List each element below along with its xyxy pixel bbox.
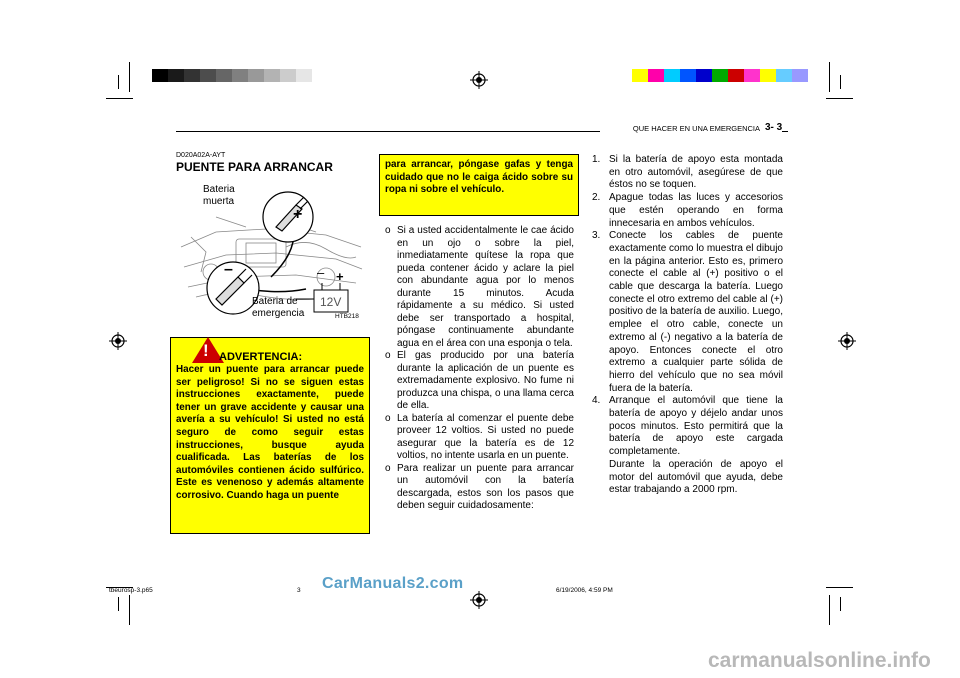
color-swatch — [648, 69, 664, 82]
list-marker: o — [385, 462, 391, 474]
color-swatch — [728, 69, 744, 82]
list-item-text: La batería al comenzar el puente debe proveer 12 voltios. Si usted no puede asegurar que la batería es de 12 voltios, no intente usarla en un puente. — [397, 412, 574, 461]
list-marker: o — [385, 225, 391, 236]
page-label: 3- 3 — [765, 122, 783, 133]
list-item — [385, 225, 574, 350]
gray-swatch — [296, 69, 312, 82]
section-code: D020A02A-AYT — [176, 152, 226, 159]
jump-start-figure — [176, 177, 364, 323]
color-swatch — [680, 69, 696, 82]
gray-swatch — [200, 69, 216, 82]
list-item — [592, 192, 783, 230]
gray-swatch — [216, 69, 232, 82]
gray-swatch — [280, 69, 296, 82]
list-item-text: Apague todas las luces y accesorios que estén operando en forma innecesaria en ambos vehículos. — [609, 192, 783, 229]
gray-swatch — [152, 69, 168, 82]
registration-mark-icon — [838, 332, 856, 350]
warning-continuation-text: para arrancar, póngase gafas y tenga cuidado que no le caiga ácido sobre su ropa ni sobre el vehículo. — [385, 159, 573, 196]
emergency-battery-label: Bateria de emergencia — [252, 296, 305, 319]
section-heading: PUENTE PARA ARRANCAR — [176, 160, 333, 174]
warning-box — [170, 337, 370, 534]
section-title: QUE HACER EN UNA EMERGENCIA — [600, 124, 764, 133]
warning-title: ADVERTENCIA: — [219, 351, 303, 363]
list-item — [385, 350, 574, 413]
gray-swatch — [264, 69, 280, 82]
color-swatch — [744, 69, 760, 82]
list-marker: 1. — [592, 154, 601, 165]
footer-page-number: 3 — [297, 587, 301, 594]
list-item-text: El gas producido por una batería durante la aplicación de un puente es extremadamente explosivo. No fume ni produzca una chispa, o una llama cerca de ella. — [397, 350, 574, 411]
dead-battery-label: Bateria muerta — [203, 184, 235, 207]
list-item-text: Durante la operación de apoyo el motor del automóvil que ayuda, debe estar trabajando a 2000 rpm. — [609, 458, 783, 496]
list-item-text: Arranque el automóvil que tiene la batería de apoyo y déjelo andar unos pocos minutos. Esto permitirá que la batería de apoyo este cargada completamente. — [609, 395, 783, 458]
color-swatch — [792, 69, 808, 82]
watermark-carmanualsonline[interactable]: carmanualsonline.info — [708, 649, 931, 672]
list-marker: o — [385, 412, 391, 424]
registration-mark-icon — [470, 71, 488, 89]
plus-sign-dead: + — [293, 206, 303, 223]
minus-sign-dead: – — [224, 261, 233, 278]
list-marker: o — [385, 350, 391, 361]
precautions-list — [385, 225, 574, 513]
list-item-text: Si a usted accidentalmente le cae ácido en un ojo o sobre la piel, inmediatamente quítese la ropa que pueda contener ácido y aclare la piel con abundante agua por lo menos durante 15 minutos. Acuda rápidamente a su médico. Si usted debe ser transportado a hospital, póngase continuamente abundante agua en el área con una esponja o tela. — [397, 225, 574, 349]
minus-sign-emergency: – — [317, 265, 325, 280]
list-item — [385, 413, 574, 463]
footer-date: 6/19/2006, 4:59 PM — [556, 587, 613, 594]
color-swatch — [712, 69, 728, 82]
list-marker: 2. — [592, 192, 601, 204]
color-swatch — [776, 69, 792, 82]
gray-swatch — [168, 69, 184, 82]
warning-text: Hacer un puente para arrancar puede ser peligroso! Si no se siguen estas instrucciones exactamente, puede tener un grave accidente y causar una avería a su vehículo! Si usted no está seguro de como seguir estas instrucciones, busque ayuda cualificada. Las baterías de los automóviles contienen ácido sulfúrico. Este es venenoso y además altamente corrosivo. Cuando haga un puente — [176, 364, 364, 501]
list-marker: 4. — [592, 395, 601, 407]
color-swatch — [760, 69, 776, 82]
list-item — [592, 395, 783, 459]
list-item — [592, 230, 783, 395]
list-item-text: Conecte los cables de puente exactamente como lo muestra el dibujo en la página anterior. Esto es, primero conecte el cable al (+) positivo o el cable que descarga la batería. Luego conecte el otro extremo del cable al (+) positivo de la batería de auxilio. Luego, emplee el otro cable, conecte un extremo al (-) negativo a la batería de apoyo. Entonces conecte el otro extremo a cualquier parte sólida de hierro del vehículo que no sea móvil fuera de la batería. — [609, 230, 783, 394]
list-item — [592, 459, 783, 497]
warning-continuation-box — [379, 154, 579, 216]
color-swatch — [696, 69, 712, 82]
gray-swatch — [184, 69, 200, 82]
jump-start-steps — [592, 154, 783, 497]
footer-file: tbeurosp-3.p65 — [109, 587, 153, 594]
registration-mark-icon — [470, 591, 488, 609]
list-item — [592, 154, 783, 192]
registration-mark-icon — [109, 332, 127, 350]
watermark-carmanuals2[interactable]: CarManuals2.com — [322, 575, 464, 592]
figure-code: HTB218 — [335, 313, 359, 320]
plus-sign-emergency: + — [336, 269, 344, 284]
list-item-text: Para realizar un puente para arrancar un automóvil con la batería descargada, estos son los pasos que deben seguir cuidadosamente: — [397, 462, 574, 511]
list-item — [385, 463, 574, 513]
color-swatch — [632, 69, 648, 82]
gray-swatch — [232, 69, 248, 82]
battery-voltage-label: 12V — [320, 295, 342, 309]
gray-swatch — [248, 69, 264, 82]
list-item-text: Si la batería de apoyo esta montada en otro automóvil, asegúrese de que éstos no se toquen. — [609, 154, 783, 191]
color-swatch — [664, 69, 680, 82]
warning-exclamation: ! — [203, 341, 209, 360]
list-marker: 3. — [592, 230, 601, 242]
